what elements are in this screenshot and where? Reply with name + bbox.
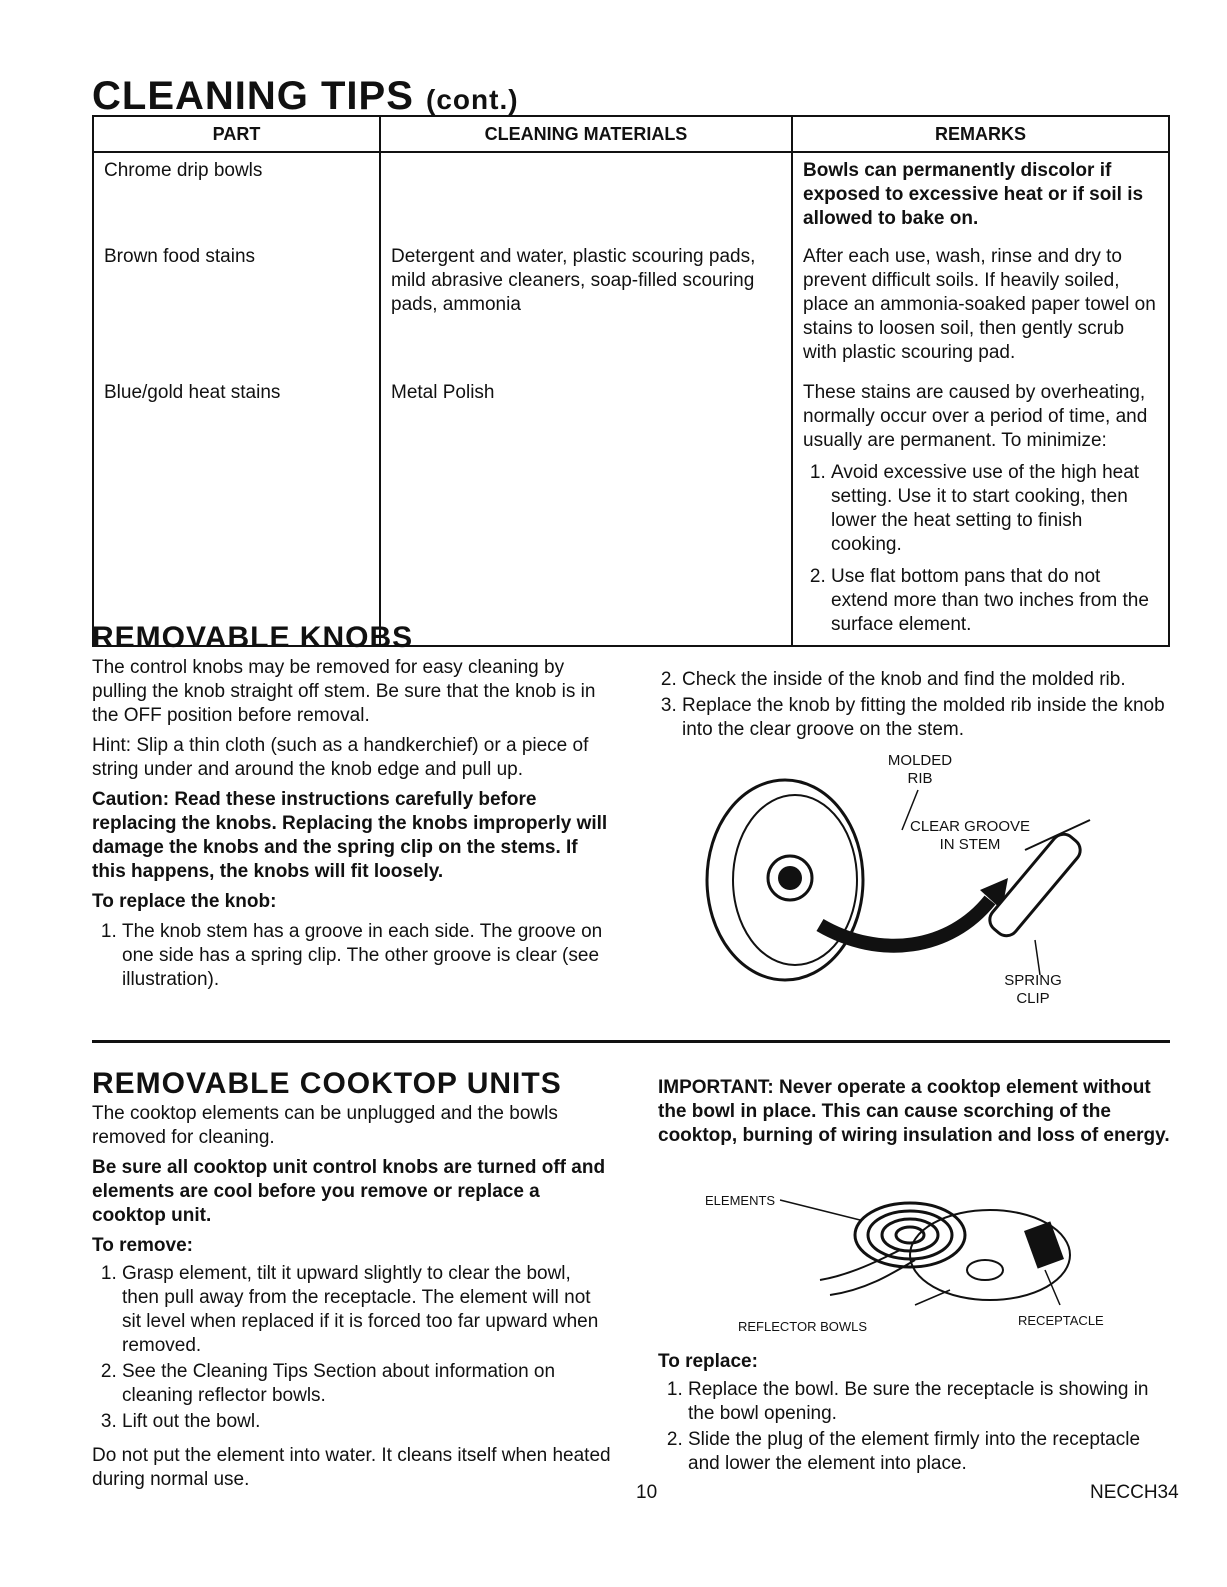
table-row [93,152,1169,245]
page-title [92,74,519,119]
cooktop-warning: Be sure all cooktop unit control knobs are turned off and elements are cool before you remove or replace a cooktop unit. [92,1157,606,1226]
list-item: 3. Lift out the bowl. [122,1410,612,1434]
label-elements: ELEMENTS [705,1193,776,1208]
cooktop-remove-steps [92,1262,612,1434]
list-item: 2. Slide the plug of the element firmly into the receptacle and lower the element into place. [688,1428,1172,1476]
cell-materials: Detergent and water, plastic scouring pads, mild abrasive cleaners, soap-filled scouring pads, ammonia [380,245,792,381]
title-suffix: (cont.) [426,84,519,115]
cooktop-replace-heading: To replace: [658,1351,758,1372]
label-clear-groove: CLEAR GROOVE IN STEM [909,818,1031,853]
knobs-steps-right [652,668,1172,742]
label-molded-rib: MOLDED RIB [887,752,953,787]
list-item: 3. Replace the knob by fitting the molded rib inside the knob into the clear groove on the stem. [682,694,1172,742]
cooktop-important: IMPORTANT: Never operate a cooktop element without the bowl in place. This can cause scorching of the cooktop, burning of wiring insulation and loss of energy. [658,1077,1170,1146]
knobs-intro: The control knobs may be removed for easy cleaning by pulling the knob straight off stem. Be sure that the knob is in the OFF position before removal. [92,657,596,726]
remarks-text: These stains are caused by overheating, normally occur over a period of time, and usually are permanent. To minimize: [803,382,1148,451]
title-text: CLEANING TIPS [92,74,414,118]
label-reflector-bowls: REFLECTOR BOWLS [738,1319,868,1334]
cell-remarks [792,381,1169,646]
cell-materials [380,152,792,245]
list-item: 2. Use flat bottom pans that do not extend more than two inches from the surface element. [831,565,1158,637]
cooktop-heading: REMOVABLE COOKTOP UNITS [92,1067,562,1100]
cooktop-remove-heading: To remove: [92,1235,194,1256]
cooktop-note: Do not put the element into water. It cleans itself when heated during normal use. [92,1445,611,1490]
cell-part: Chrome drip bowls [93,152,380,245]
label-spring-clip: SPRING CLIP [1004,972,1062,1007]
cooktop-intro: The cooktop elements can be unplugged and the bowls removed for cleaning. [92,1103,558,1148]
knobs-heading: REMOVABLE KNOBS [92,621,414,654]
table-row [93,245,1169,381]
knobs-hint: Hint: Slip a thin cloth (such as a handkerchief) or a piece of string under and around the knob edge and pull up. [92,735,589,780]
cooktop-section-left [92,1067,612,1498]
col-header-part: PART [93,116,380,152]
cell-materials: Metal Polish [380,381,792,646]
knobs-section-right [652,664,1172,746]
cell-remarks: Bowls can permanently discolor if exposed to excessive heat or if soil is allowed to bake on. [792,152,1169,245]
cooktop-replace-section [658,1350,1172,1480]
list-item: 2. Check the inside of the knob and find the molded rib. [682,668,1172,692]
table-header-row [93,116,1169,152]
label-receptacle: RECEPTACLE [1018,1313,1104,1328]
cooktop-section-right [658,1076,1172,1154]
knobs-caution: Caution: Read these instructions carefully before replacing the knobs. Replacing the knobs improperly will damage the knobs and the spring clip on the stems. If this happens, the knobs will fit loosely. [92,789,608,882]
cell-part: Brown food stains [93,245,380,381]
list-item: 1. Grasp element, tilt it upward slightly to clear the bowl, then pull away from the receptacle. The element will not sit level when replaced if it is forced too far upward when removed. [122,1262,612,1358]
cooktop-replace-steps [658,1378,1172,1476]
list-item: 1. The knob stem has a groove in each side. The groove on one side has a spring clip. The other groove is clear (see illustration). [122,920,612,992]
list-item: 2. See the Cleaning Tips Section about information on cleaning reflector bowls. [122,1360,612,1408]
section-divider [92,1040,1170,1043]
knobs-replace-heading: To replace the knob: [92,891,277,912]
remarks-list [803,461,1158,637]
table-row [93,381,1169,646]
col-header-remarks: REMARKS [792,116,1169,152]
knobs-steps-left [92,920,612,992]
cleaning-tips-table [92,115,1170,647]
knob-illustration [690,750,1150,1020]
list-item: 1. Replace the bowl. Be sure the receptacle is showing in the bowl opening. [688,1378,1172,1426]
doc-code: NECCH34 [1090,1482,1179,1503]
list-item: 1. Avoid excessive use of the high heat setting. Use it to start cooking, then lower the heat setting to finish cooking. [831,461,1158,557]
page-number: 10 [636,1482,658,1503]
col-header-materials: CLEANING MATERIALS [380,116,792,152]
cell-part: Blue/gold heat stains [93,381,380,646]
knobs-section-left [92,621,612,996]
cell-remarks: After each use, wash, rinse and dry to prevent difficult soils. If heavily soiled, place an ammonia-soaked paper towel on stains to loosen soil, then gently scrub with plastic scouring pad. [792,245,1169,381]
